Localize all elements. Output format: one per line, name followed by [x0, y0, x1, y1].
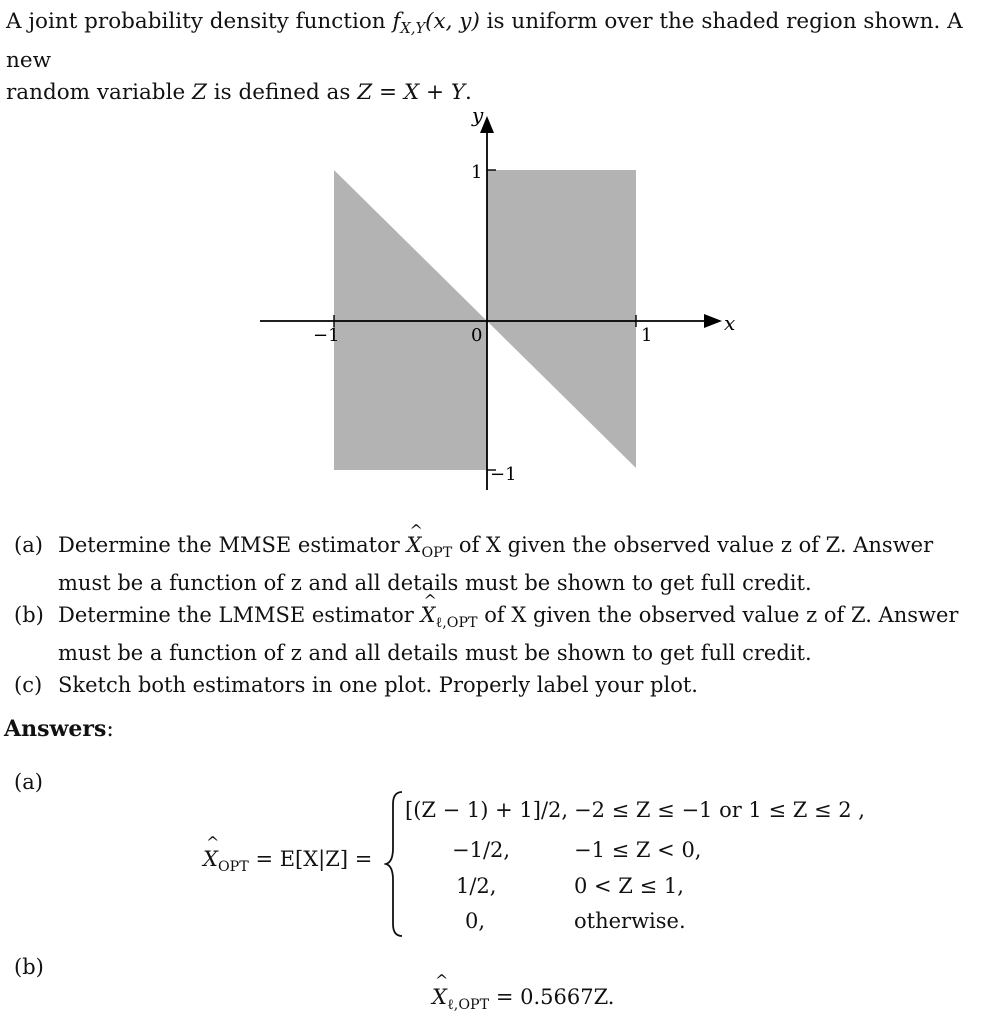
- mmse-lhs: [203, 847, 372, 875]
- case-1-cond: −2 ≤ Z ≤ −1 or 1 ≤ Z ≤ 2 ,: [574, 798, 865, 822]
- mmse-symbol: ^ X: [203, 847, 218, 871]
- tick-label-y-1: 1: [471, 162, 483, 183]
- part-text-rest: of X given the observed value z of Z. Answer must be a function of z and all details must be shown to get full credit.: [58, 533, 934, 595]
- lmmse-subscript: ℓ,OPT: [446, 996, 490, 1013]
- part-text-rest: of X given the observed value z of Z. Answer must be a function of z and all details must be shown to get full credit.: [58, 602, 959, 665]
- intro-f-subscript: X,Y: [400, 20, 426, 38]
- case-3-expr: 1/2,: [456, 874, 497, 898]
- case-2-expr: −1/2,: [452, 838, 511, 862]
- intro-text-2a: random variable: [6, 80, 193, 106]
- mmse-subscript: OPT: [217, 858, 249, 875]
- intro-z-symbol: Z: [192, 80, 207, 106]
- case-2-cond: −1 ≤ Z < 0,: [574, 838, 702, 862]
- case-4-expr: 0,: [465, 909, 486, 933]
- part-text: Sketch both estimators in one plot. Properly label your plot.: [58, 672, 698, 697]
- question-part-c: [14, 670, 989, 700]
- part-label: (c): [14, 672, 43, 697]
- question-parts: [14, 530, 989, 702]
- intro-f-symbol: f: [392, 9, 401, 34]
- case-3-cond: 0 < Z ≤ 1,: [574, 874, 684, 898]
- tick-label-origin: 0: [471, 325, 483, 346]
- case-4-cond: otherwise.: [574, 909, 686, 933]
- tick-label-y-neg1: −1: [490, 464, 517, 485]
- case-1-expr: [(Z − 1) + 1]/2,: [405, 798, 569, 822]
- part-text: Determine the LMMSE estimator: [58, 602, 421, 627]
- answer-b-label: (b): [14, 955, 44, 979]
- answers-heading-text: Answers: [4, 716, 107, 742]
- intro-period: .: [465, 80, 472, 106]
- part-label: (a): [14, 533, 43, 557]
- x-axis-arrow-icon: [704, 314, 722, 328]
- estimator-subscript: OPT: [421, 544, 453, 561]
- estimator-subscript: ℓ,OPT: [435, 614, 478, 631]
- shaded-region-right: [487, 170, 636, 468]
- x-axis-label: x: [724, 311, 736, 335]
- tick-label-x-neg1: −1: [313, 325, 340, 346]
- estimator-symbol: ^ X: [420, 600, 435, 630]
- intro-text-2b: is defined as: [206, 80, 358, 106]
- intro-text-1b: is uniform over the shaded region shown. A new: [6, 9, 963, 74]
- lmmse-value: = 0.5667Z.: [489, 985, 615, 1009]
- lmmse-answer: [432, 985, 614, 1014]
- answer-a-label: (a): [14, 770, 43, 794]
- mmse-expectation: = E[X|Z] =: [248, 847, 373, 871]
- question-part-b: [14, 600, 989, 668]
- part-text: Determine the MMSE estimator: [58, 533, 407, 557]
- answers-heading-colon: :: [106, 717, 114, 742]
- lmmse-symbol: ^ X: [432, 985, 447, 1009]
- answers-heading: [4, 716, 114, 742]
- shaded-region-left: [334, 170, 487, 470]
- part-label: (b): [14, 602, 44, 627]
- intro-z-definition: Z = X + Y: [357, 80, 466, 106]
- y-axis-label: y: [472, 103, 484, 127]
- intro-text-1a: A joint probability density function: [6, 9, 393, 34]
- tick-label-x-1: 1: [641, 325, 653, 346]
- piecewise-brace: [384, 790, 406, 938]
- intro-f-args: (x, y): [425, 9, 480, 34]
- question-part-a: [14, 530, 989, 598]
- estimator-symbol: ^ X: [406, 530, 421, 560]
